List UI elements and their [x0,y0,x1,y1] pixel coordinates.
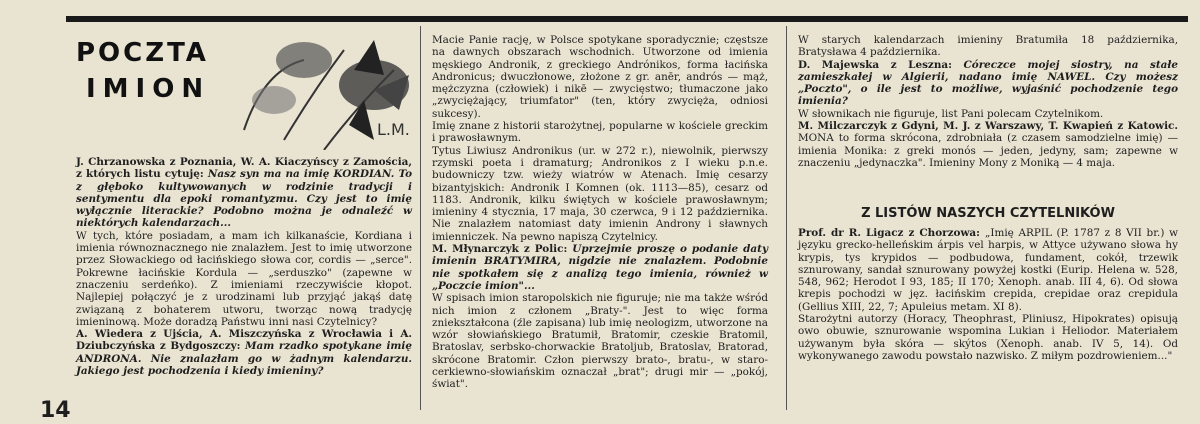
letter-arpil-cont: Starożytni autorzy (Horacy, Theophrast, Pliniusz, Hipokrates) opisują owo obuwie, sznurowanie wspomina Lukian i Heliodor. Materiałem używanym była skóra — skýtos (Xenoph. anab. IV 5, 14). Od wykonywanego zawodu powstało nazwisko. Z miłym pozdrowieniem..." [798,313,1178,362]
answer-nawel: W słownikach nie figuruje, list Pani polecam Czytelnikom. [798,107,1104,120]
letter-androna: A. Wiedera z Ujścia, A. Miszczyńska z Wrocławia i A. Dziubczyńska z Bydgoszczy: Mam rzadko spotykane imię ANDRONA. Nie znalazłam go w żadnym kalendarzu. Jakiego jest pochodzenia i kiedy imieniny? [76,328,412,378]
column-2 [432,34,768,391]
column-3 [798,34,1178,169]
reader-letters [798,227,1178,362]
letter-mona: M. Milczarczyk z Gdyni, M. J. z Warszawy, T. Kwapień z Katowic. MONA to forma skrócona, zdrobniała (z czasem samodzielne imię) — imienia Monika: z greki monós — jeden, jedyny, sam; zapewne w znaczeniu „jedynaczka". Imieniny Mony z Moniką — 4 maja. [798,120,1178,169]
page-number: 14 [40,398,71,423]
letter-bratymir: M. Młynarczyk z Polic: Uprzejmie proszę o podanie daty imienin BRATYMIRA, nigdzie nie znalazłem. Podobnie nie spotkałem się z analizą tego imienia, również w „Poczcie imion"... [432,243,769,292]
answer-bratymir: W spisach imion staropolskich nie figuruje; nie ma także wśród nich imion z członem „Braty-". Jest to więc forma zniekształcona (źle zapisana) lub imię neologizm, utworzone na wzór słowiańskiego Bratumił, Bratomir, czeskie Bratomil, Bratoslav, serbsko-chorwackie Bratoljub, Bratoslav, Bratorad, skrócone Bratomir. Człon pierwszy brato-, bratu-, w staro-cerkiewno-słowiańskim oznaczał „brat"; drugi mir — „pokój, świat". [432,292,768,391]
letter-nawel: D. Majewska z Leszna: Córeczce mojej siostry, na stałe zamieszkałej w Algierii, nadano imię NAWEL. Czy możesz „Poczto", o ile jest to możliwe, wyjaśnić pochodzenie tego imienia? [798,58,1179,108]
answer-androna-persons: Tytus Liwiusz Andronikus (ur. w 272 r.), niewolnik, pierwszy rzymski poeta i dramaturg; Andronikos z I wieku p.n.e. budowniczy tzw. wieży wiatrów w Atenach. Imię cesarzy bizantyjskich: Andronik I Komnen (ok. 1113—85), cesarz od 1183. Andronik, kilku świętych w kościele prawosławnym; imieniny 4 stycznia, 17 maja, 30 czerwca, 9 i 12 października. Nie znalazłem natomiast daty imienin Androny i sławnych imienniczek. Na pewno napiszą Czytelnicy. [432,144,768,243]
top-rule [66,16,1188,22]
answer-bratymir-dates: W starych kalendarzach imieniny Bratumiła 18 października, Bratysława 4 października. [798,34,1178,59]
header-title-line1: POCZTA [76,38,209,68]
column-divider [786,26,787,410]
header-title-line2: IMION [86,74,211,104]
section-title: Z LISTÓW NASZYCH CZYTELNIKÓW [861,206,1115,221]
answer-androna-history: Imię znane z historii starożytnej, popularne w kościele greckim i prawosławnym. [432,120,768,145]
author-signature: L.M. [377,120,410,139]
answer-androna: Macie Panie rację, w Polsce spotykane sporadycznie; częstsze na dawnych obszarach wschodnich. Utworzone od imienia męskiego Andronik, z greckiego Andrónikos, forma łacińska Andronicus; dwuczłonowe, złożone z gr. anēr, andrós — mąż, mężczyzna (człowiek) i nikē — zwycięstwo; tłumaczone jako „zwyciężający, triumfator" (ten, który zwycięża, odniosi sukcesy). [432,34,768,120]
letter-arpil: Prof. dr R. Ligacz z Chorzowa: „Imię ARPIL (P. 1787 z 8 VII br.) w języku grecko-helleńskim árpis vel harpis, w Attyce używano słowa hy krypis, tys krypidos — podbudowa, fundament, cokół, trzewik sznurowany, sandał sznurowany powyżej kostki (Eurip. Helena w. 528, 548, 962; Herodot I 93, 185; II 170; Xenoph. anab. III 4, 6). Od słowa krepis pochodzi w jęz. łacińskim crepida, crepidae oraz crepidula (Gellius XIII, 22, 7; Apuleius metam. XI 8). [798,227,1178,313]
column-1 [76,156,412,377]
column-header [74,30,410,150]
letter-kordian: J. Chrzanowska z Poznania, W. A. Kiaczyńscy z Zamościa, z których listu cytuję: Nasz syn ma na imię KORDIAN. To z głęboko kultywowanych w rodzinie tradycji i sentymentu dla epoki romantyzmu. Czy jest to imię wyłącznie literackie? Podobno można je odnaleźć w niektórych kalendarzach... [76,156,412,230]
answer-kordian: W tych, które posiadam, a mam ich kilkanaście, Kordiana i imienia równoznacznego nie znalazłem. Jest to imię utworzone przez Słowackiego od łacińskiego słowa cor, cordis — „serce". Pokrewne łacińskie Kordula — „serduszko" (zapewne w znaczeniu serdeńko). Z imieniami rzeczywiście kłopot. Najlepiej połączyć je z urodzinami lub przyjąć jakąś datę związaną z bohaterem utworu, tworząc nową tradycję imieninową. Może doradzą Państwu inni nasi Czytelnicy? [76,229,412,328]
